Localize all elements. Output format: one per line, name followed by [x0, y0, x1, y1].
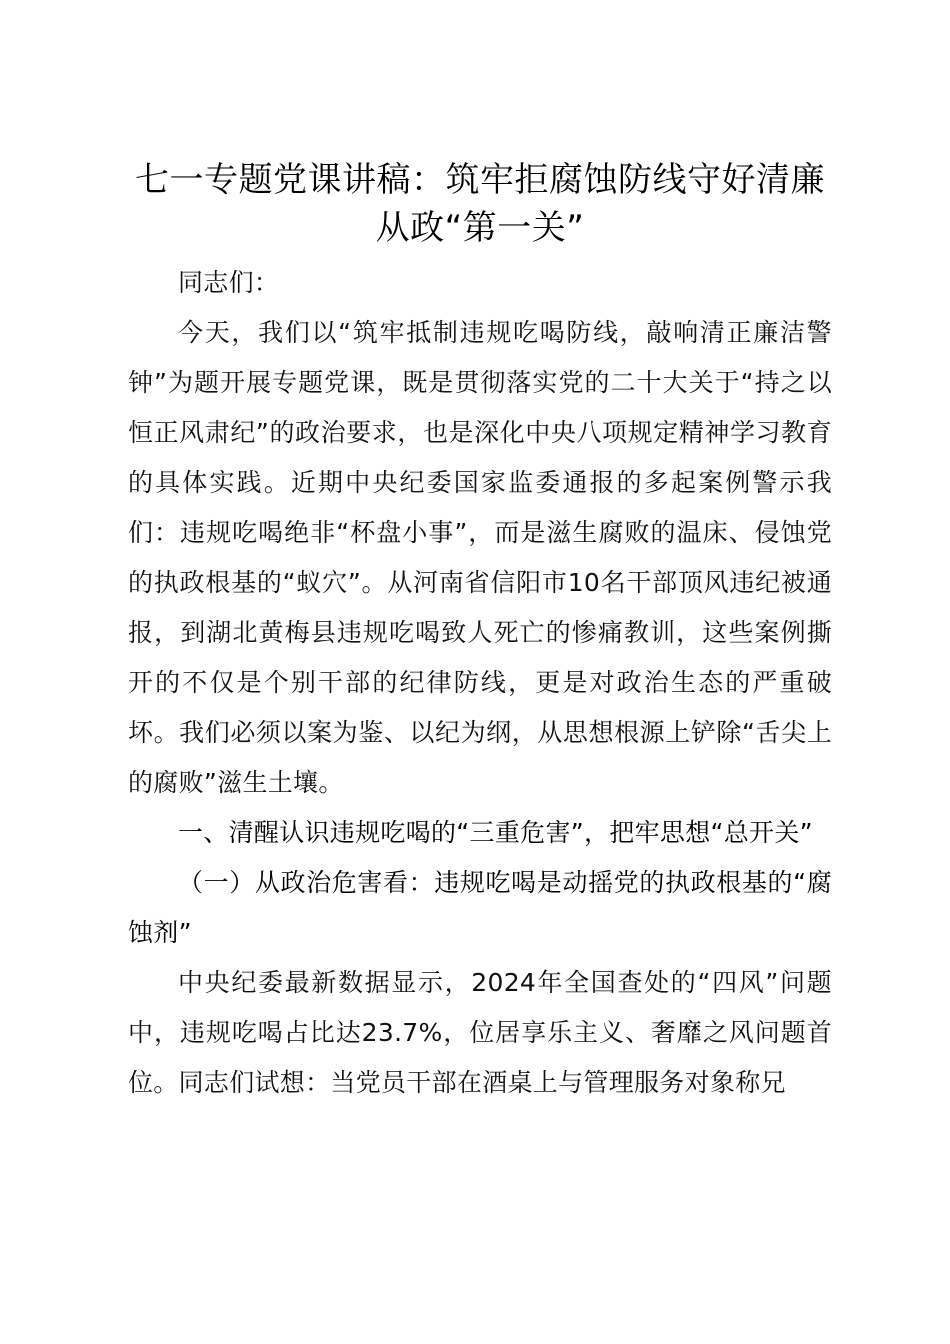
subsection-heading-1: （一）从政治危害看：违规吃喝是动摇党的执政根基的“腐蚀剂”: [128, 868, 832, 947]
body-paragraph-1: 中央纪委最新数据显示，2024年全国查处的“四风”问题中，违规吃喝占比达23.7%，位居享乐主义、奢靡之风问题首位。同志们试想：当党员干部在酒桌上与管理服务对象称兄: [128, 968, 832, 1097]
document-title: 七一专题党课讲稿：筑牢拒腐蚀防线守好清廉从政“第一关”: [135, 160, 825, 248]
document-body: [128, 156, 832, 1108]
intro-paragraph: 今天，我们以“筑牢抵制违规吃喝防线，敲响清正廉洁警钟”为题开展专题党课，既是贯彻落实党的二十大关于“持之以恒正风肃纪”的政治要求，也是深化中央八项规定精神学习教育的具体实践。近期中央纪委国家监委通报的多起案例警示我们：违规吃喝绝非“杯盘小事”，而是滋生腐败的温床、侵蚀党的执政根基的“蚁穴”。从河南省信阳市10名干部顶风违纪被通报，到湖北黄梅县违规吃喝致人死亡的惨痛教训，这些案例撕开的不仅是个别干部的纪律防线，更是对政治生态的严重破坏。我们必须以案为鉴、以纪为纲，从思想根源上铲除“舌尖上的腐败”滋生土壤。: [128, 318, 832, 797]
section-heading-1: 一、清醒认识违规吃喝的“三重危害”，把牢思想“总开关”: [178, 818, 813, 847]
salutation: 同志们：: [178, 268, 280, 297]
